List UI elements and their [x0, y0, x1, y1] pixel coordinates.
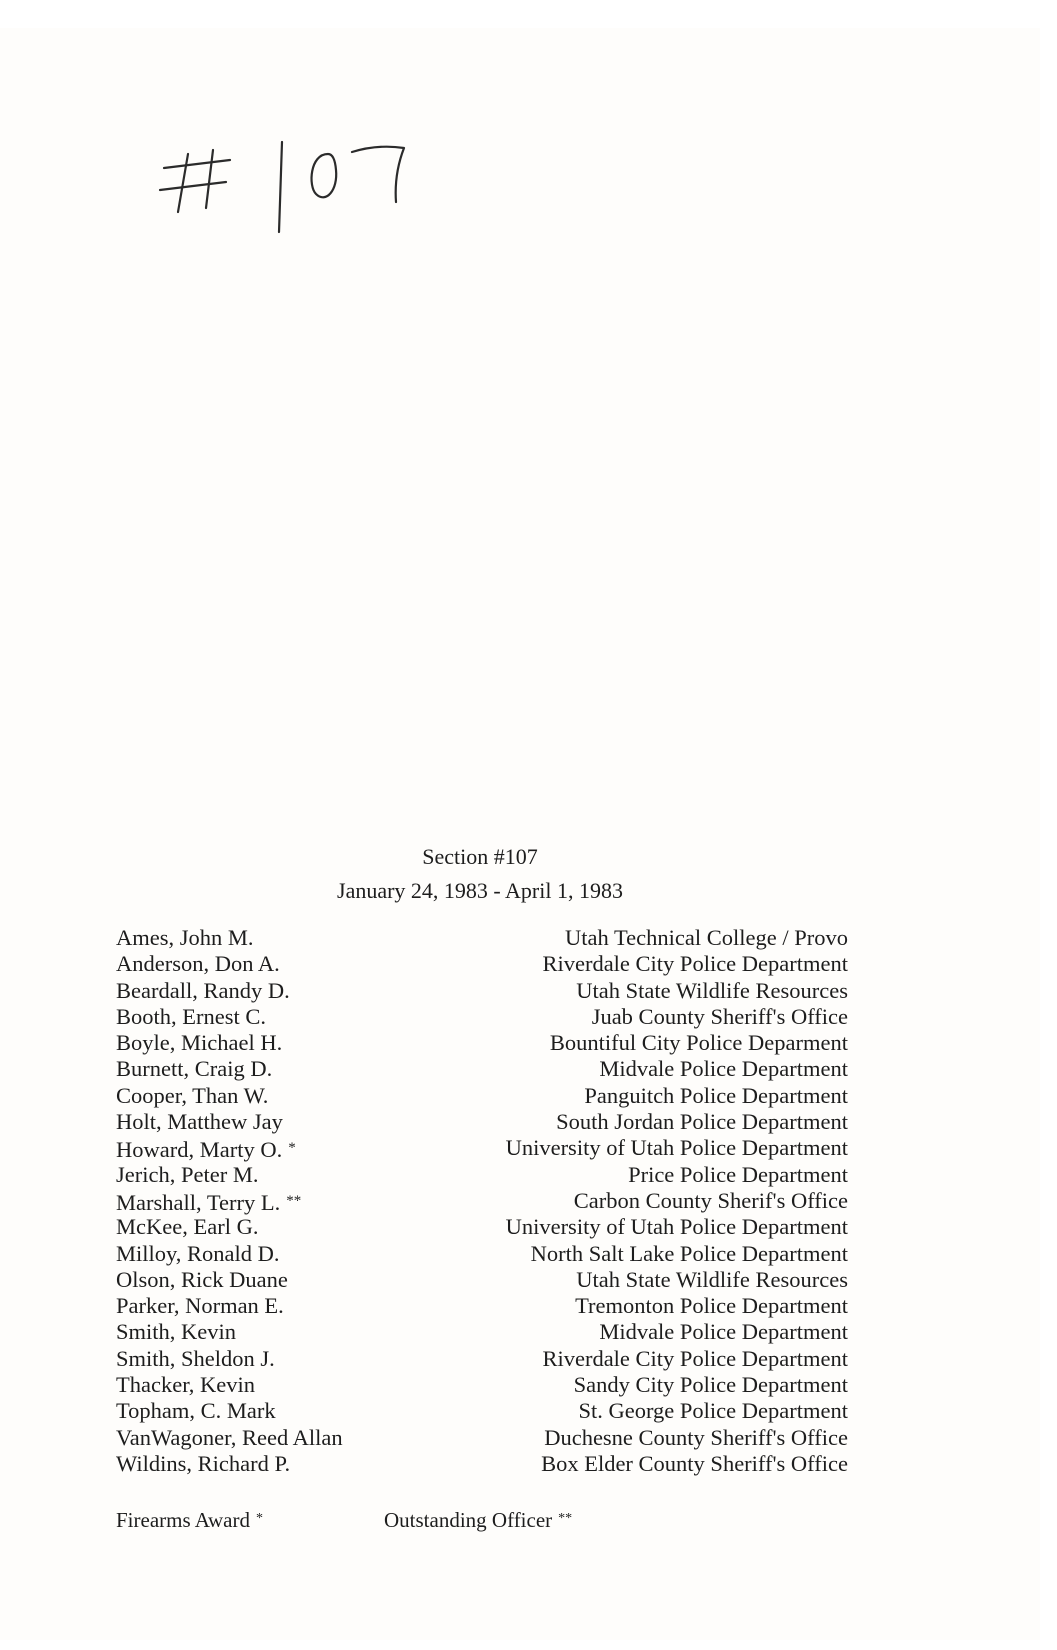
- legend-outstanding-mark: **: [558, 1511, 573, 1526]
- roster-row: [116, 1135, 848, 1161]
- officer-agency: Duchesne County Sheriff's Office: [544, 1424, 848, 1450]
- legend-outstanding-label: Outstanding Officer: [384, 1508, 553, 1532]
- officer-name: Smith, Kevin: [116, 1319, 237, 1345]
- officer-name: Cooper, Than W.: [116, 1082, 269, 1108]
- roster-name-cell: [116, 1346, 275, 1372]
- legend-firearms-mark: *: [255, 1511, 263, 1526]
- officer-agency: Utah State Wildlife Resources: [576, 977, 848, 1003]
- roster-row: [116, 1451, 848, 1477]
- officer-name: Smith, Sheldon J.: [116, 1345, 275, 1371]
- officer-agency: Sandy City Police Department: [573, 1372, 848, 1398]
- officer-agency: Juab County Sheriff's Office: [591, 1003, 848, 1029]
- roster-name-cell: [116, 1425, 343, 1451]
- award-mark: **: [286, 1192, 302, 1209]
- roster-list: [116, 925, 848, 1477]
- officer-name: Burnett, Craig D.: [116, 1056, 273, 1082]
- roster-row: [116, 1346, 848, 1372]
- officer-agency: North Salt Lake Police Department: [530, 1240, 848, 1266]
- roster-name-cell: [116, 925, 254, 951]
- section-title: Section #107: [422, 844, 538, 869]
- officer-name: Parker, Norman E.: [116, 1293, 284, 1319]
- officer-name: VanWagoner, Reed Allan: [116, 1424, 343, 1450]
- roster-name-cell: [116, 1293, 284, 1319]
- officer-agency: South Jordan Police Department: [556, 1109, 848, 1135]
- roster-name-cell: [116, 1372, 255, 1398]
- section-dates: January 24, 1983 - April 1, 1983: [337, 878, 623, 903]
- award-mark: *: [288, 1140, 296, 1157]
- roster-name-cell: [116, 1162, 258, 1188]
- officer-name: Ames, John M.: [116, 925, 254, 950]
- roster-name-cell: [116, 1083, 268, 1109]
- roster-row: [116, 1030, 848, 1056]
- roster-row: [116, 1372, 848, 1398]
- officer-agency: Midvale Police Department: [599, 1056, 848, 1082]
- roster-name-cell: [116, 1188, 301, 1214]
- handwritten-number-drawing: [158, 124, 418, 244]
- roster-row: [116, 1293, 848, 1319]
- digit-seven: [352, 147, 404, 202]
- officer-name: Wildins, Richard P.: [116, 1450, 291, 1476]
- legend-firearms-award: [116, 1506, 263, 1533]
- officer-name: Beardall, Randy D.: [116, 977, 290, 1003]
- hash-stroke-2: [206, 150, 213, 208]
- legend-firearms-label: Firearms Award: [116, 1508, 250, 1532]
- legend-outstanding-officer: [384, 1506, 572, 1533]
- roster-name-cell: [116, 1056, 272, 1082]
- roster-row: [116, 978, 848, 1004]
- officer-name: Howard, Marty O.: [116, 1137, 283, 1163]
- roster-name-cell: [116, 1030, 282, 1056]
- officer-agency: Price Police Department: [628, 1161, 848, 1187]
- officer-agency: Tremonton Police Department: [575, 1293, 848, 1319]
- officer-name: Boyle, Michael H.: [116, 1030, 283, 1056]
- officer-name: Anderson, Don A.: [116, 951, 280, 977]
- officer-name: Olson, Rick Duane: [116, 1266, 288, 1292]
- officer-name: Topham, C. Mark: [116, 1398, 276, 1424]
- roster-name-cell: [116, 1451, 290, 1477]
- handwritten-number: [158, 124, 418, 244]
- roster-row: [116, 1241, 848, 1267]
- roster-row: [116, 951, 848, 977]
- roster-name-cell: [116, 1267, 288, 1293]
- roster-row: [116, 1056, 848, 1082]
- roster-row: [116, 1004, 848, 1030]
- officer-agency: Bountiful City Police Deparment: [549, 1030, 848, 1056]
- hash-stroke-1: [178, 154, 188, 212]
- roster-row: [116, 1162, 848, 1188]
- roster-name-cell: [116, 978, 290, 1004]
- officer-name: Milloy, Ronald D.: [116, 1240, 280, 1266]
- officer-agency: Riverdale City Police Department: [542, 951, 848, 977]
- officer-agency: University of Utah Police Department: [505, 1135, 848, 1161]
- officer-agency: Panguitch Police Department: [584, 1082, 848, 1108]
- roster-name-cell: [116, 1004, 266, 1030]
- hash-stroke-4: [160, 182, 226, 190]
- officer-name: Holt, Matthew Jay: [116, 1109, 283, 1135]
- roster-row: [116, 1267, 848, 1293]
- officer-name: Thacker, Kevin: [116, 1372, 256, 1398]
- officer-agency: Carbon County Sherif's Office: [573, 1187, 848, 1213]
- officer-agency: St. George Police Department: [578, 1398, 848, 1424]
- roster-name-cell: [116, 1109, 283, 1135]
- officer-name: Jerich, Peter M.: [116, 1161, 259, 1187]
- officer-agency: Utah State Wildlife Resources: [576, 1266, 848, 1292]
- officer-agency: Box Elder County Sheriff's Office: [541, 1450, 848, 1476]
- roster-row: [116, 1425, 848, 1451]
- roster-row: [116, 1083, 848, 1109]
- officer-name: Booth, Ernest C.: [116, 1003, 266, 1029]
- officer-name: McKee, Earl G.: [116, 1214, 259, 1240]
- officer-agency: Midvale Police Department: [599, 1319, 848, 1345]
- roster-name-cell: [116, 951, 280, 977]
- roster-row: [116, 1188, 848, 1214]
- roster-name-cell: [116, 1135, 296, 1161]
- roster-name-cell: [116, 1241, 280, 1267]
- officer-agency: University of Utah Police Department: [505, 1214, 848, 1240]
- officer-name: Marshall, Terry L.: [116, 1189, 281, 1215]
- hash-stroke-3: [164, 160, 230, 168]
- roster-name-cell: [116, 1398, 276, 1424]
- officer-agency: Riverdale City Police Department: [542, 1345, 848, 1371]
- roster-row: [116, 1319, 848, 1345]
- roster-row: [116, 1109, 848, 1135]
- roster-name-cell: [116, 1214, 258, 1240]
- roster-row: [116, 1398, 848, 1424]
- digit-one: [279, 142, 282, 232]
- roster-name-cell: [116, 1319, 236, 1345]
- officer-agency: Utah Technical College / Provo: [565, 925, 848, 950]
- digit-zero: [312, 154, 337, 197]
- roster-row: [116, 1214, 848, 1240]
- roster-row: [116, 925, 848, 951]
